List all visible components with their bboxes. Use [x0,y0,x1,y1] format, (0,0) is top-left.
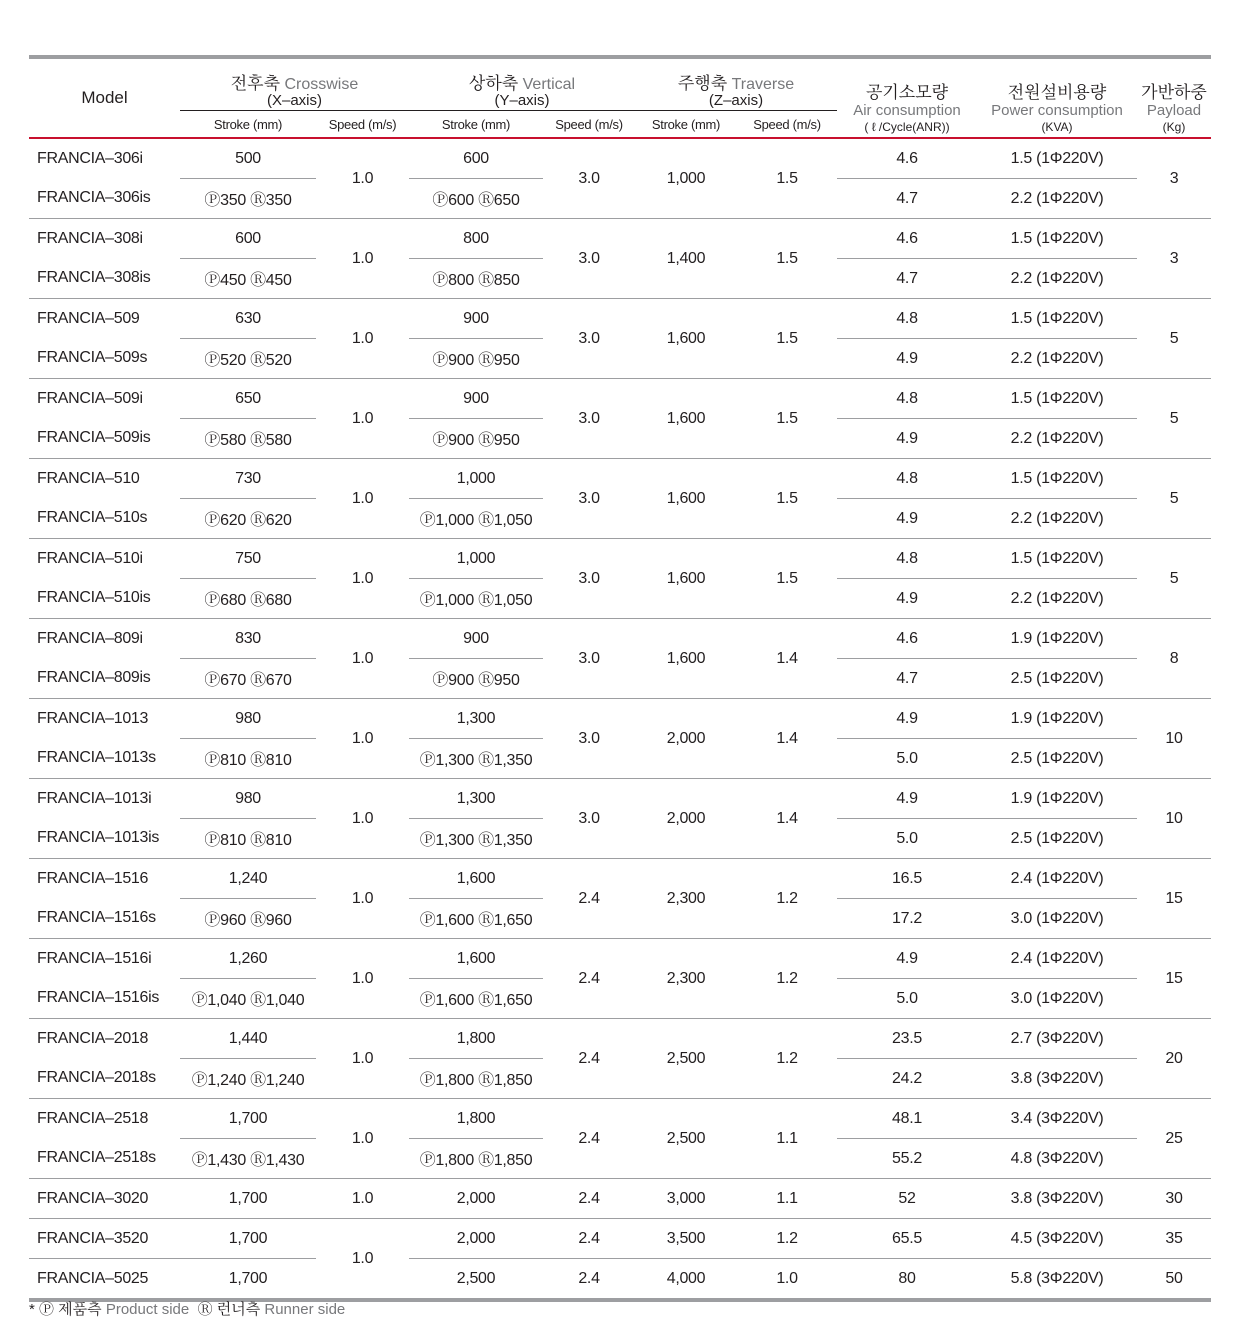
header-x-speed: Speed (m/s) [328,116,397,132]
model-cell: FRANCIA–308i [29,219,180,259]
table-row [29,1019,1211,1059]
x-stroke-cell: 1,700 [180,1259,316,1299]
x-stroke-cell: Ⓟ680 Ⓡ680 [204,592,292,609]
y-speed-cell: 2.4 [543,859,635,939]
power-cell: 3.8 (3Φ220V) [1010,1069,1104,1087]
table-row [29,1179,1211,1219]
y-speed-cell: 3.0 [543,379,635,459]
x-stroke-cell: 980 [180,699,316,739]
payload-cell: 3 [1137,219,1211,299]
power-cell: 2.4 (1Φ220V) [977,859,1137,899]
y-stroke-cell: 900 [409,379,543,419]
model-cell: FRANCIA–509s [37,349,148,367]
header-traverse: 주행축 Traverse (Z–axis) [635,59,837,111]
x-stroke-cell: Ⓟ620 Ⓡ620 [204,512,292,529]
x-stroke-cell: Ⓟ1,040 Ⓡ1,040 [191,992,305,1009]
payload-cell: 20 [1137,1019,1211,1099]
model-cell: FRANCIA–1013is [37,829,160,847]
power-cell: 2.2 (1Φ220V) [1010,429,1104,447]
y-stroke-cell: 900 [409,619,543,659]
x-speed-cell: 1.0 [316,1099,409,1179]
z-stroke-cell: 3,000 [635,1179,737,1219]
y-speed-cell: 3.0 [543,539,635,619]
x-stroke-cell: 1,700 [180,1099,316,1139]
x-stroke-cell: 630 [180,299,316,339]
payload-cell: 10 [1137,779,1211,859]
table-row [29,859,1211,899]
y-stroke-cell: 1,600 [409,859,543,899]
header-payload: 가반하중 Payload (Kg) [1141,83,1207,134]
payload-cell: 5 [1137,299,1211,379]
y-stroke-cell: Ⓟ1,800 Ⓡ1,850 [419,1152,533,1169]
x-stroke-cell: Ⓟ580 Ⓡ580 [204,432,292,449]
header-z-speed: Speed (m/s) [753,116,821,132]
y-speed-cell: 3.0 [543,699,635,779]
x-speed-cell: 1.0 [351,169,374,187]
z-speed-cell: 1.5 [737,299,837,379]
table-row [29,939,1211,979]
payload-cell: 25 [1137,1099,1211,1179]
air-cell: 4.8 [837,299,977,339]
z-stroke-cell: 2,000 [635,699,737,779]
table-row [29,379,1211,419]
x-speed-cell: 1.0 [316,619,409,699]
air-cell: 4.9 [896,589,918,607]
table-row [29,779,1211,819]
air-cell: 4.6 [837,219,977,259]
power-cell: 2.2 (1Φ220V) [1010,509,1104,527]
x-speed-cell: 1.0 [316,1019,409,1099]
z-stroke-cell: 1,600 [635,379,737,459]
y-stroke-cell: 1,000 [409,539,543,579]
z-speed-cell: 1.5 [737,379,837,459]
model-cell: FRANCIA–5025 [29,1259,180,1299]
model-cell: FRANCIA–809is [37,669,151,687]
power-cell: 2.2 (1Φ220V) [1010,349,1104,367]
table-row [29,459,1211,499]
x-stroke-cell: 650 [180,379,316,419]
x-stroke-cell: 730 [180,459,316,499]
table-header [29,55,1211,138]
y-stroke-cell: Ⓟ800 Ⓡ850 [432,272,520,289]
y-speed-cell: 2.4 [543,939,635,1019]
x-speed-cell: 1.0 [316,219,409,299]
air-cell: 4.6 [837,138,977,179]
model-cell: FRANCIA–1516i [29,939,180,979]
model-cell: FRANCIA–3020 [29,1179,180,1219]
x-stroke-cell: Ⓟ960 Ⓡ960 [204,912,292,929]
air-cell: 4.9 [837,699,977,739]
payload-cell: 10 [1137,699,1211,779]
header-x-stroke: Stroke (mm) [213,116,283,132]
table-body [29,138,1211,1298]
y-speed-cell: 3.0 [578,169,600,187]
air-cell: 4.8 [837,459,977,499]
y-stroke-cell: Ⓟ900 Ⓡ950 [432,672,520,689]
y-stroke-cell: Ⓟ600 Ⓡ650 [432,192,520,209]
z-stroke-cell: 1,600 [635,299,737,379]
x-stroke-cell: 1,700 [180,1219,316,1259]
y-stroke-cell: 1,300 [409,779,543,819]
header-vertical: 상하축 Vertical (Y–axis) [409,59,635,111]
table-row [29,1099,1211,1139]
z-stroke-cell: 2,000 [635,779,737,859]
y-stroke-cell: 1,300 [409,699,543,739]
z-speed-cell: 1.4 [737,779,837,859]
air-cell: 80 [837,1259,977,1299]
z-speed-cell: 1.5 [776,169,798,187]
air-cell: 4.8 [837,539,977,579]
power-cell: 3.0 (1Φ220V) [1010,909,1104,927]
model-cell: FRANCIA–1013i [29,779,180,819]
table-row [29,219,1211,259]
model-cell: FRANCIA–1516is [37,989,160,1007]
x-speed-cell: 1.0 [316,859,409,939]
air-cell: 65.5 [837,1219,977,1259]
payload-cell: 5 [1137,539,1211,619]
z-speed-cell: 1.2 [737,1019,837,1099]
x-stroke-cell: Ⓟ810 Ⓡ810 [204,752,292,769]
y-stroke-cell: 1,800 [409,1099,543,1139]
header-air: 공기소모량 Air consumption ( ℓ /Cycle(ANR)) [853,83,961,134]
z-speed-cell: 1.2 [737,859,837,939]
model-cell: FRANCIA–509is [37,429,151,447]
air-cell: 55.2 [892,1149,922,1167]
power-cell: 2.5 (1Φ220V) [1010,829,1104,847]
y-speed-cell: 2.4 [543,1219,635,1259]
spec-table [29,55,1211,1302]
power-cell: 1.9 (1Φ220V) [977,619,1137,659]
z-stroke-cell: 4,000 [635,1259,737,1299]
power-cell: 1.9 (1Φ220V) [977,699,1137,739]
power-cell: 2.2 (1Φ220V) [1010,189,1104,207]
power-cell: 1.5 (1Φ220V) [977,379,1137,419]
model-cell: FRANCIA–509i [29,379,180,419]
z-speed-cell: 1.2 [737,939,837,1019]
z-speed-cell: 1.5 [737,459,837,539]
z-speed-cell: 1.0 [737,1259,837,1299]
payload-cell: 5 [1137,379,1211,459]
power-cell: 3.0 (1Φ220V) [1010,989,1104,1007]
header-crosswise: 전후축 Crosswise (X–axis) [180,59,409,111]
x-stroke-cell: 1,700 [180,1179,316,1219]
z-stroke-cell: 1,000 [666,169,706,187]
x-stroke-cell: Ⓟ670 Ⓡ670 [204,672,292,689]
payload-cell: 15 [1137,859,1211,939]
table-row [29,138,1211,179]
x-speed-cell: 1.0 [316,459,409,539]
y-speed-cell: 2.4 [543,1179,635,1219]
payload-cell: 3 [1169,169,1179,187]
y-stroke-cell: 1,000 [409,459,543,499]
power-cell: 2.2 (1Φ220V) [1010,589,1104,607]
table-row [29,299,1211,339]
z-stroke-cell: 2,300 [635,939,737,1019]
air-cell: 4.7 [896,269,918,287]
power-cell: 4.5 (3Φ220V) [977,1219,1137,1259]
air-cell: 5.0 [896,749,918,767]
table-row [29,539,1211,579]
air-cell: 4.8 [837,379,977,419]
air-cell: 52 [837,1179,977,1219]
air-cell: 4.9 [896,509,918,527]
x-speed-cell: 1.0 [316,699,409,779]
model-cell: FRANCIA–1516 [29,859,180,899]
y-stroke-cell: 900 [409,299,543,339]
x-stroke-cell: Ⓟ1,240 Ⓡ1,240 [191,1072,305,1089]
air-cell: 4.7 [896,189,918,207]
power-cell: 4.8 (3Φ220V) [1010,1149,1104,1167]
x-speed-cell: 1.0 [316,939,409,1019]
air-cell: 23.5 [837,1019,977,1059]
z-stroke-cell: 2,500 [635,1099,737,1179]
footnote-product-kor: * Ⓟ 제품측 [29,1301,102,1318]
y-stroke-cell: 2,000 [409,1219,543,1259]
y-speed-cell: 3.0 [543,779,635,859]
model-cell: FRANCIA–308is [37,269,151,287]
z-stroke-cell: 1,600 [635,459,737,539]
header-y-speed: Speed (m/s) [555,116,623,132]
power-cell: 3.4 (3Φ220V) [977,1099,1137,1139]
air-cell: 48.1 [837,1099,977,1139]
air-cell: 16.5 [837,859,977,899]
x-stroke-cell: Ⓟ1,430 Ⓡ1,430 [191,1152,305,1169]
x-speed-cell: 1.0 [316,1219,409,1299]
model-cell: FRANCIA–2018 [29,1019,180,1059]
y-speed-cell: 2.4 [543,1099,635,1179]
model-cell: FRANCIA–1013s [37,749,156,767]
x-stroke-cell: 600 [180,219,316,259]
y-speed-cell: 3.0 [543,219,635,299]
z-speed-cell: 1.5 [737,539,837,619]
power-cell: 1.9 (1Φ220V) [977,779,1137,819]
y-speed-cell: 3.0 [543,459,635,539]
z-stroke-cell: 2,500 [635,1019,737,1099]
power-cell: 2.5 (1Φ220V) [1010,749,1104,767]
power-cell: 1.5 (1Φ220V) [977,219,1137,259]
model-cell: FRANCIA–2518s [37,1149,156,1167]
x-stroke-cell: 500 [180,138,316,179]
power-cell: 3.8 (3Φ220V) [977,1179,1137,1219]
model-cell: FRANCIA–1516s [37,909,156,927]
payload-cell: 50 [1137,1259,1211,1299]
footnote [29,1298,345,1319]
z-stroke-cell: 1,600 [635,539,737,619]
table-row [29,1219,1211,1259]
x-stroke-cell: 1,260 [180,939,316,979]
y-stroke-cell: 1,800 [409,1019,543,1059]
y-stroke-cell: 2,500 [409,1259,543,1299]
y-stroke-cell: Ⓟ1,300 Ⓡ1,350 [419,752,533,769]
air-cell: 24.2 [892,1069,922,1087]
y-speed-cell: 3.0 [543,619,635,699]
z-stroke-cell: 2,300 [635,859,737,939]
header-z-stroke: Stroke (mm) [651,116,721,132]
table-row [29,699,1211,739]
air-cell: 4.9 [896,429,918,447]
header-power: 전원설비용량 Power consumption (KVA) [991,83,1123,134]
footnote-runner-kor: Ⓡ 런너측 [197,1301,261,1318]
y-stroke-cell: Ⓟ1,000 Ⓡ1,050 [419,592,533,609]
air-cell: 4.9 [837,779,977,819]
footnote-runner-eng: Runner side [264,1301,346,1318]
model-cell: FRANCIA–510 [29,459,180,499]
z-speed-cell: 1.1 [737,1179,837,1219]
z-speed-cell: 1.4 [737,699,837,779]
x-stroke-cell: 1,440 [180,1019,316,1059]
y-stroke-cell: Ⓟ1,800 Ⓡ1,850 [419,1072,533,1089]
x-stroke-cell: 750 [180,539,316,579]
payload-cell: 15 [1137,939,1211,1019]
model-cell: FRANCIA–510is [37,589,151,607]
power-cell: 1.5 (1Φ220V) [977,459,1137,499]
model-cell: FRANCIA–306i [37,149,143,167]
table-row [29,1259,1211,1299]
x-stroke-cell: Ⓟ450 Ⓡ450 [204,272,292,289]
header-model: Model [81,88,128,107]
z-stroke-cell: 3,500 [635,1219,737,1259]
air-cell: 5.0 [896,989,918,1007]
model-cell: FRANCIA–2518 [29,1099,180,1139]
model-cell: FRANCIA–3520 [29,1219,180,1259]
z-speed-cell: 1.4 [737,619,837,699]
power-cell: 2.2 (1Φ220V) [1010,269,1104,287]
power-cell: 2.4 (1Φ220V) [977,939,1137,979]
footnote-product-eng: Product side [105,1301,190,1318]
power-cell: 2.7 (3Φ220V) [977,1019,1137,1059]
y-speed-cell: 2.4 [543,1259,635,1299]
x-stroke-cell: Ⓟ350 Ⓡ350 [204,192,292,209]
x-stroke-cell: Ⓟ520 Ⓡ520 [204,352,292,369]
x-stroke-cell: 830 [180,619,316,659]
model-cell: FRANCIA–1013 [29,699,180,739]
air-cell: 17.2 [892,909,922,927]
payload-cell: 5 [1137,459,1211,539]
power-cell: 1.5 (1Φ220V) [977,539,1137,579]
power-cell: 2.5 (1Φ220V) [1010,669,1104,687]
model-cell: FRANCIA–2018s [37,1069,156,1087]
x-speed-cell: 1.0 [316,1179,409,1219]
header-y-stroke: Stroke (mm) [441,116,511,132]
y-stroke-cell: 800 [409,219,543,259]
x-speed-cell: 1.0 [316,299,409,379]
x-speed-cell: 1.0 [316,539,409,619]
air-cell: 5.0 [896,829,918,847]
table-row [29,619,1211,659]
model-cell: FRANCIA–510s [37,509,148,527]
model-cell: FRANCIA–509 [29,299,180,339]
power-cell: 5.8 (3Φ220V) [977,1259,1137,1299]
y-stroke-cell: Ⓟ900 Ⓡ950 [432,352,520,369]
y-stroke-cell: Ⓟ900 Ⓡ950 [432,432,520,449]
y-speed-cell: 2.4 [543,1019,635,1099]
power-cell: 1.5 (1Φ220V) [977,138,1137,179]
x-stroke-cell: Ⓟ810 Ⓡ810 [204,832,292,849]
y-stroke-cell: 600 [409,138,543,179]
y-stroke-cell: Ⓟ1,600 Ⓡ1,650 [419,992,533,1009]
x-stroke-cell: 1,240 [180,859,316,899]
y-speed-cell: 3.0 [543,299,635,379]
air-cell: 4.9 [837,939,977,979]
air-cell: 4.9 [896,349,918,367]
air-cell: 4.7 [896,669,918,687]
payload-cell: 8 [1137,619,1211,699]
z-speed-cell: 1.2 [737,1219,837,1259]
power-cell: 1.5 (1Φ220V) [977,299,1137,339]
model-cell: FRANCIA–306is [37,189,151,207]
z-speed-cell: 1.5 [737,219,837,299]
air-cell: 4.6 [837,619,977,659]
payload-cell: 30 [1137,1179,1211,1219]
y-stroke-cell: 2,000 [409,1179,543,1219]
x-speed-cell: 1.0 [316,779,409,859]
payload-cell: 35 [1137,1219,1211,1259]
z-stroke-cell: 1,600 [635,619,737,699]
z-speed-cell: 1.1 [737,1099,837,1179]
model-cell: FRANCIA–809i [29,619,180,659]
spec-table-wrap [29,55,1211,1302]
x-stroke-cell: 980 [180,779,316,819]
y-stroke-cell: Ⓟ1,300 Ⓡ1,350 [419,832,533,849]
x-speed-cell: 1.0 [316,379,409,459]
y-stroke-cell: 1,600 [409,939,543,979]
y-stroke-cell: Ⓟ1,600 Ⓡ1,650 [419,912,533,929]
y-stroke-cell: Ⓟ1,000 Ⓡ1,050 [419,512,533,529]
model-cell: FRANCIA–510i [29,539,180,579]
z-stroke-cell: 1,400 [635,219,737,299]
